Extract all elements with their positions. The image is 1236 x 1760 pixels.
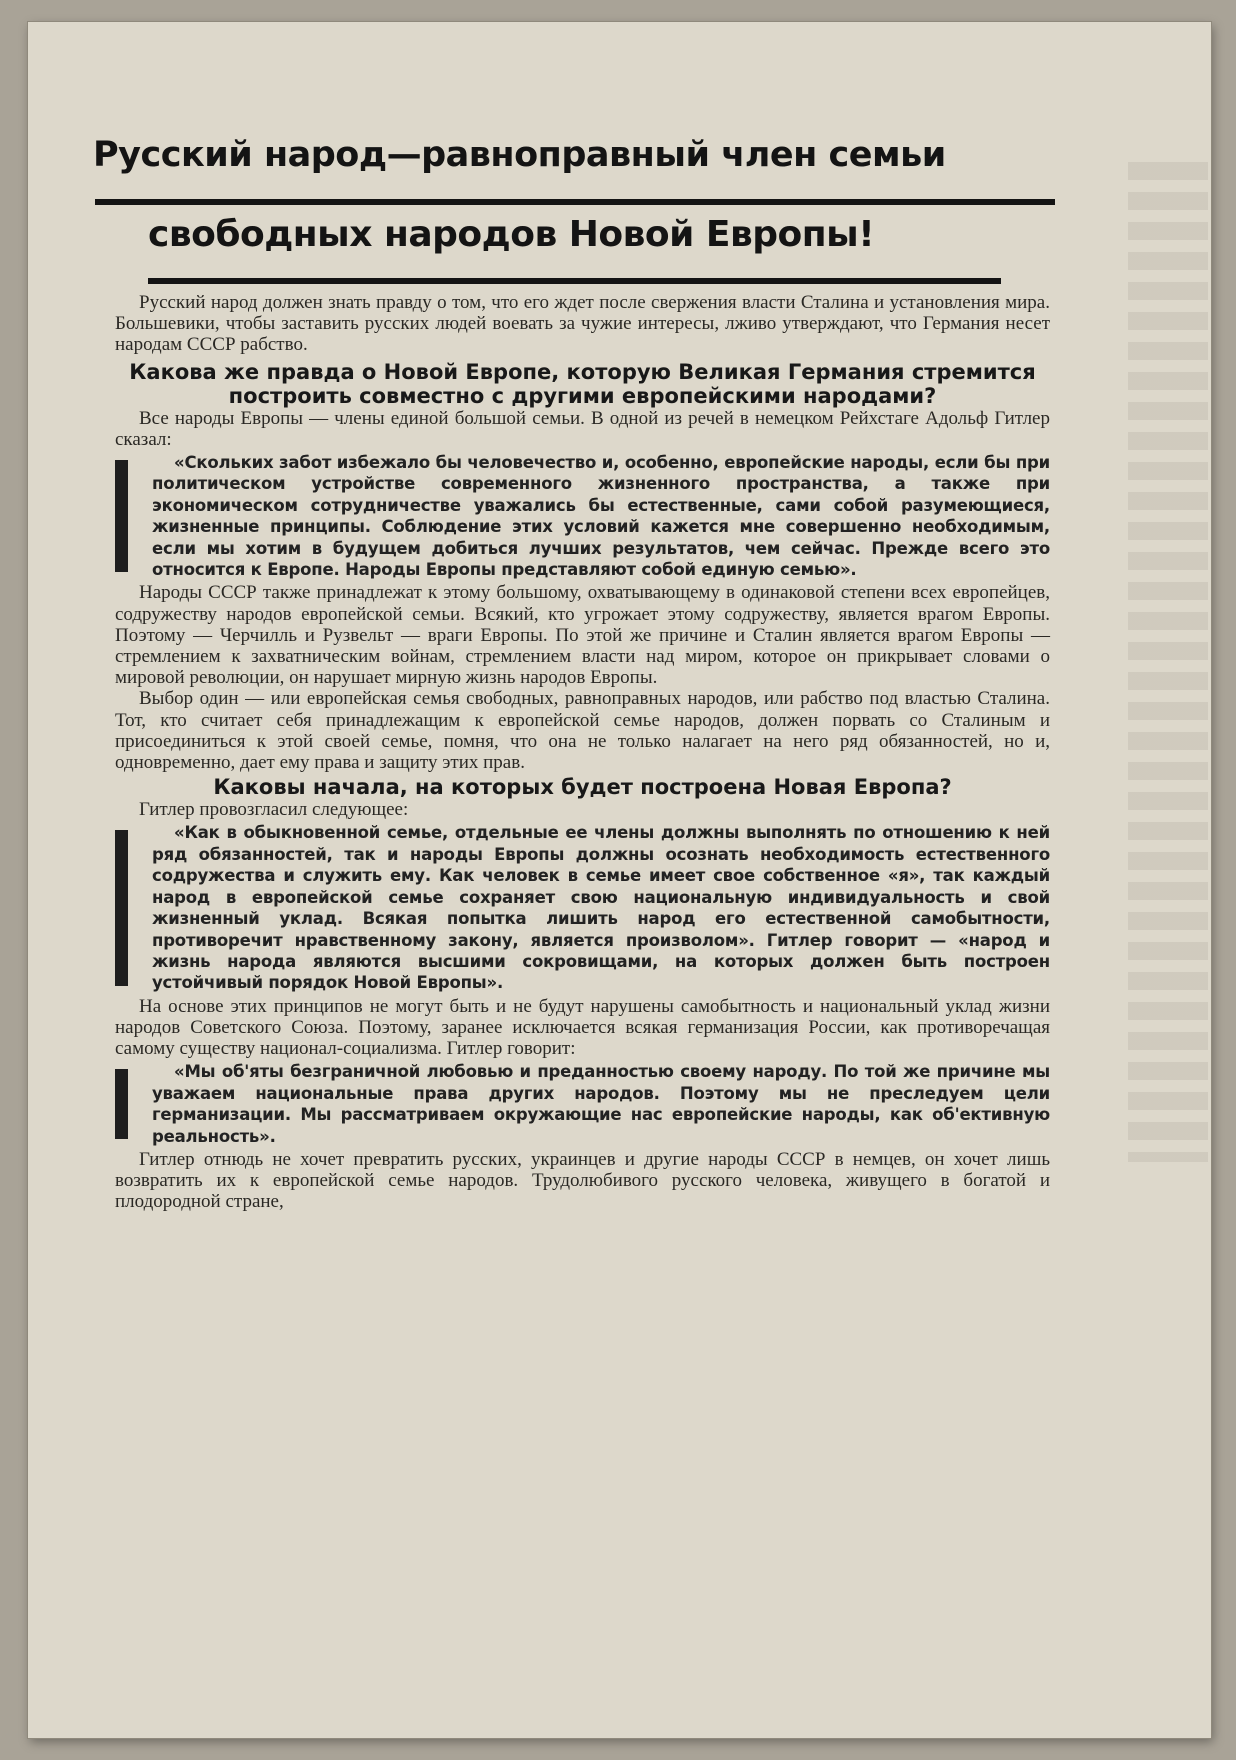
paragraph-2: Все народы Европы — члены единой большой семьи. В одной из речей в немецком Рейхстаге Адольф Гитлер сказал:	[115, 407, 1050, 450]
title-line-2: свободных народов Новой Европы!	[148, 214, 875, 255]
title-rule-1	[95, 199, 1055, 205]
quote-block-1	[115, 452, 1050, 580]
quote-block-3	[115, 1061, 1050, 1147]
title-line-1: Русский народ—равноправный член семьи	[93, 135, 946, 175]
quote-text-1: «Скольких забот избежало бы человечество и, особенно, европейские народы, если бы при политическом устройстве современного жизненного пространства, а также при экономическом сотрудничестве уважались бы естественные, сами собой разумеющиеся, жизненные принципы. Соблюдение этих условий кажется мне совершенно необходимым, если мы хотим в будущем добиться лучших результатов, чем сейчас. Прежде всего это относится к Европе. Народы Европы представляют собой единую семью».	[152, 453, 1050, 580]
paragraph-4: Выбор один — или европейская семья свободных, равноправных народов, или рабство под властью Сталина. Тот, кто считает себя принадлежащим к европейской семье народов, должен порвать со Сталиным и присоединиться к этой своей семье, помня, что она не только налагает на него ряд обязанностей, но и, одновременно, дает ему права и защиту этих прав.	[115, 688, 1050, 774]
quote-text-3: «Мы об'яты безграничной любовью и преданностью своему народу. По той же причине мы уважаем национальные права других народов. Поэтому мы не преследуем цели германизации. Мы рассматриваем окружающие нас европейские народы, как об'ективную реальность».	[152, 1062, 1050, 1146]
paragraph-5: Гитлер провозгласил следующее:	[139, 799, 409, 821]
body-column	[115, 284, 1050, 1213]
leaflet-page	[28, 22, 1211, 1738]
show-through-text	[1128, 162, 1208, 1162]
paragraph-7: Гитлер отнюдь не хочет превратить русских, украинцев и другие народы СССР в немцев, он хочет лишь возвратить их к европейской семье народов. Трудолюбивого русского человека, живущего в богатой и плодородной стране,	[115, 1148, 1050, 1213]
quote-bar	[115, 1069, 128, 1139]
paragraph-6: На основе этих принципов не могут быть и не будут нарушены самобытность и национальный уклад жизни народов Советского Союза. Поэтому, заранее исключается всякая германизация России, как противоречащая самому существу национал-социализма. Гитлер говорит:	[115, 995, 1050, 1060]
quote-text-2: «Как в обыкновенной семье, отдельные ее члены должны выполнять по отношению к ней ряд обязанностей, так и народы Европы должны осознать необходимость естественного содружества и служить ему. Как человек в семье имеет свое собственное «я», так каждый народ в европейской семье сохраняет свою национальную индивидуальность и свой жизненный уклад. Всякая попытка лишить народ его естественной самобытности, противоречит нравственному закону, является произволом». Гитлер говорит — «народ и жизнь народа являются высшими сокровищами, на которых должен быть построен устойчивый порядок Новой Европы».	[152, 823, 1050, 993]
section-heading-1: Какова же правда о Новой Европе, которую Великая Германия стремится построить совместно с другими европейскими народами?	[129, 359, 1036, 408]
paragraph-3: Народы СССР также принадлежат к этому большому, охватывающему в одинаковой степени всех европейцев, содружеству народов европейской семьи. Всякий, кто угрожает этому содружеству, является врагом Европы. Поэтому — Черчилль и Рузвельт — враги Европы. По этой же причине и Сталин является врагом Европы — стремлением к захватническим войнам, стремлением власти над миром, которое он прикрывает словами о мировой революции, он нарушает мирную жизнь народов Европы.	[115, 582, 1050, 689]
quote-block-2	[115, 822, 1050, 993]
section-heading-2: Каковы начала, на которых будет построена Новая Европа?	[213, 775, 952, 800]
quote-bar	[115, 830, 128, 985]
quote-bar	[115, 460, 128, 572]
intro-paragraph: Русский народ должен знать правду о том, что его ждет после свержения власти Сталина и установления мира. Большевики, чтобы заставить русских людей воевать за чужие интересы, лживо утверждают, что Германия несет народам СССР рабство.	[115, 292, 1050, 356]
